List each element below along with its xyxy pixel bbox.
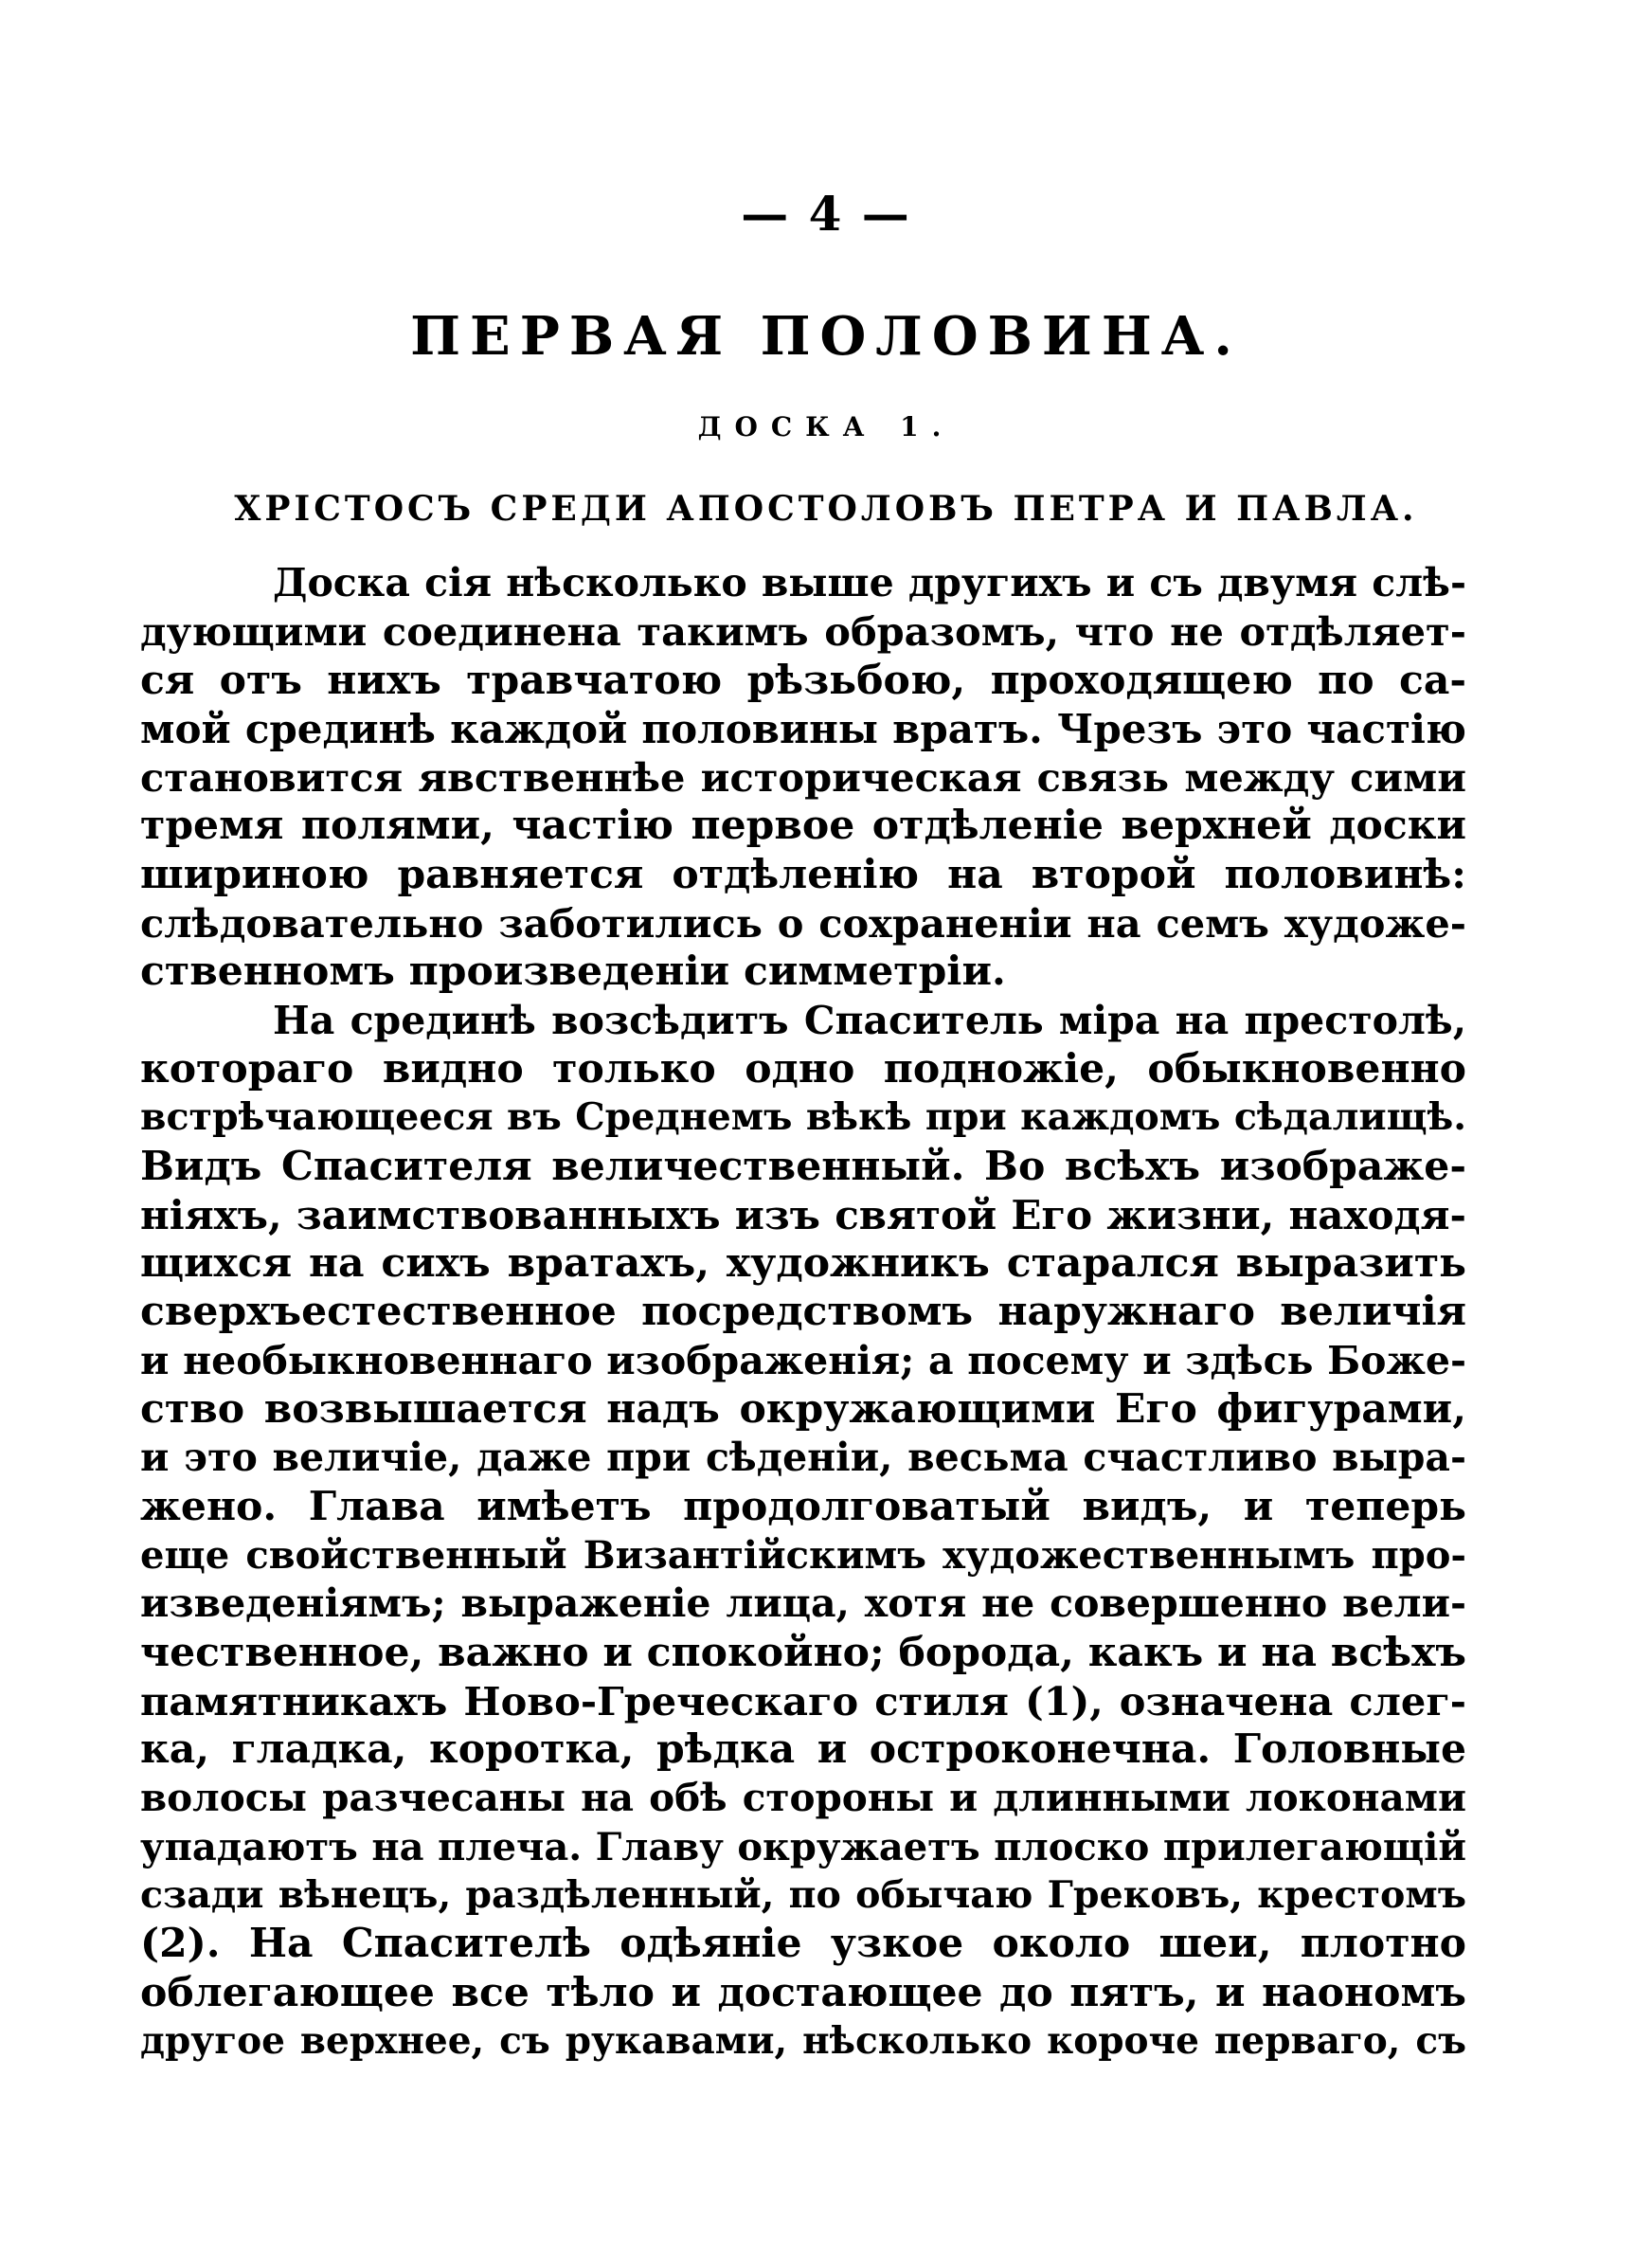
text-line: ство возвышается надъ окружающими Его фигурами, [140,1385,1466,1434]
text-line: Видъ Спасителя величественный. Во всѣхъ изображе- [140,1142,1466,1190]
text-line: встрѣчающееся въ Среднемъ вѣкѣ при каждомъ сѣдалищѣ. [140,1095,1466,1140]
text-line: ся отъ нихъ травчатою рѣзьбою, проходящею по са- [140,656,1466,704]
text-line: другое верхнее, съ рукавами, нѣсколько короче перваго, съ [140,2018,1466,2063]
text-line: и это величіе, даже при сѣденіи, весьма счастливо выра- [140,1435,1466,1481]
text-line: дующими соединена такимъ образомъ, что не отдѣляет- [140,608,1466,656]
text-line: мой срединѣ каждой половины вратъ. Чрезъ это частію [140,705,1466,752]
text-line: котораго видно только одно подножіе, обыкновенно [140,1044,1466,1092]
text-line: облегающее все тѣло и достающее до пятъ, и наономъ [140,1968,1466,2016]
page-number: — 4 — [741,186,911,242]
text-line: Доска сія нѣсколько выше другихъ и съ двумя слѣ- [273,560,1466,605]
board-label: ДОСКА 1. [697,411,955,442]
section-title: ХРІСТОСЪ СРЕДИ АПОСТОЛОВЪ ПЕТРА И ПАВЛА. [234,489,1418,529]
text-line: памятникахъ Ново-Греческаго стиля (1), означена слег- [140,1677,1466,1724]
text-line: чественное, важно и спокойно; борода, какъ и на всѣхъ [140,1628,1467,1676]
part-title: ПЕРВАЯ ПОЛОВИНА. [410,305,1242,368]
text-line: ственномъ произведеніи симметріи. [140,948,1006,996]
text-line: и необыкновеннаго изображенія; а посему и здѣсь Боже- [140,1337,1466,1383]
text-line: волосы разчесаны на обѣ стороны и длинными локонами [140,1775,1466,1821]
text-line: сзади вѣнецъ, раздѣленный, по обычаю Грековъ, крестомъ [140,1873,1466,1918]
body-text [140,559,1466,2066]
text-line: изведеніямъ; выраженіе лица, хотя не совершенно вели- [140,1580,1466,1627]
text-line: На срединѣ возсѣдитъ Спаситель міра на престолѣ, [273,997,1466,1043]
text-line: тремя полями, частію первое отдѣленіе верхней доски [140,802,1466,850]
text-line: еще свойственный Византійскимъ художественнымъ про- [140,1532,1466,1578]
text-line: слѣдовательно заботились о сохраненіи на семъ художе- [140,900,1466,948]
text-line: щихся на сихъ вратахъ, художникъ старался выразить [140,1239,1466,1288]
text-line: упадаютъ на плеча. Главу окружаетъ плоско прилегающій [140,1824,1466,1869]
text-line: жено. Глава имѣетъ продолговатый видъ, и теперь [140,1482,1466,1530]
text-line: ніяхъ, заимствованныхъ изъ святой Его жизни, находя- [140,1191,1466,1238]
text-line: (2). На Спасителѣ одѣяніе узкое около шеи, плотно [140,1920,1466,1968]
text-line: сверхъестественное посредствомъ наружнаго величія [140,1288,1466,1336]
text-line: ка, гладка, коротка, рѣдка и остроконечна. Головные [140,1725,1466,1774]
text-line: становится явственнѣе историческая связь между сими [140,754,1466,802]
text-line: шириною равняется отдѣленію на второй половинѣ: [140,850,1466,898]
